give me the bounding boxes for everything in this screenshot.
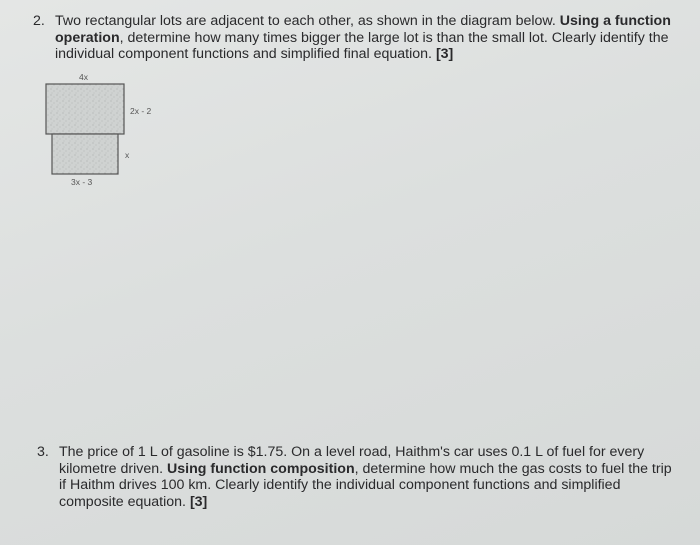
question-bold-instruction: Using a function operation	[55, 13, 671, 46]
large-lot	[46, 84, 124, 134]
question-3	[37, 444, 677, 510]
question-text-part: , determine how many times bigger the large lot is than the small lot. Clearly identify the individual component functions and simplified final equation.	[55, 29, 669, 62]
right-lower-label: x	[125, 150, 130, 160]
question-text-part: Two rectangular lots are adjacent to each other, as shown in the diagram below.	[55, 13, 560, 29]
bottom-width-label: 3x - 3	[71, 177, 93, 187]
question-2	[33, 13, 688, 63]
question-text-part: The price of 1 L of gasoline is $1.75. On a level road, Haithm's car uses 0.1 L of fuel for every kilometre driven.	[59, 444, 645, 477]
top-width-label: 4x	[79, 72, 88, 82]
right-upper-label: 2x - 2	[130, 106, 152, 116]
lots-diagram	[44, 70, 204, 195]
question-marks: [3]	[189, 493, 208, 510]
small-lot	[52, 134, 118, 174]
question-text	[55, 13, 688, 63]
question-text-part: , determine how much the gas costs to fuel the trip if Haithm drives 100 km. Clearly identify the individual component functions and simplified composite equation.	[59, 460, 672, 510]
question-marks: [3]	[435, 46, 454, 62]
question-text	[59, 444, 677, 510]
question-bold-instruction: Using function composition	[167, 460, 355, 477]
lots-diagram-drawing	[44, 70, 204, 195]
question-number: 3.	[37, 444, 49, 460]
question-number: 2.	[33, 13, 45, 29]
